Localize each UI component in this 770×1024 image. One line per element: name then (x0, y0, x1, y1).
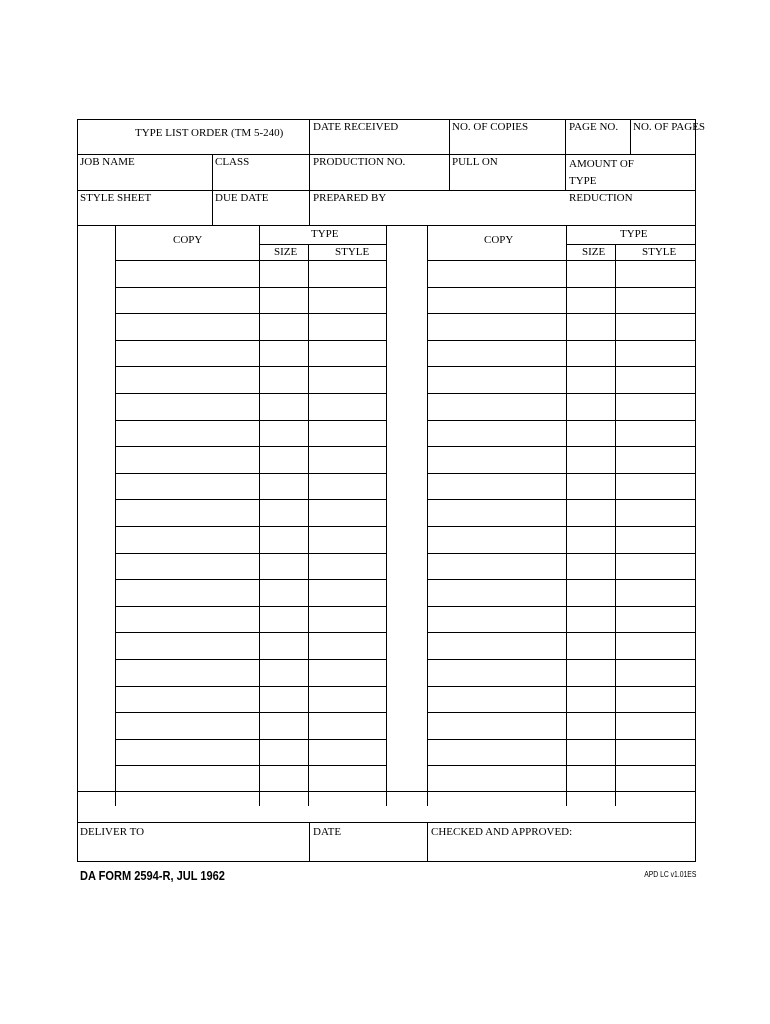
left-style-cell[interactable] (308, 526, 386, 553)
field-production-no[interactable] (309, 154, 449, 190)
right-style-cell[interactable] (615, 420, 696, 447)
left-size-cell[interactable] (259, 287, 308, 314)
right-size-header: SIZE (582, 246, 606, 258)
left-copy-cell[interactable] (115, 739, 259, 766)
right-style-cell[interactable] (615, 579, 696, 606)
left-style-cell[interactable] (308, 473, 386, 500)
right-style-cell[interactable] (615, 393, 696, 420)
right-style-cell[interactable] (615, 765, 696, 792)
due-date-label: DUE DATE (215, 192, 269, 204)
pull-on-label: PULL ON (452, 156, 498, 168)
left-size-header: SIZE (274, 246, 298, 258)
field-job-name[interactable] (77, 154, 212, 190)
right-size-cell[interactable] (566, 579, 615, 606)
left-copy-cell[interactable] (115, 313, 259, 340)
left-size-cell[interactable] (259, 473, 308, 500)
field-no-of-pages[interactable] (630, 119, 706, 154)
left-copy-cell[interactable] (115, 579, 259, 606)
right-type-subheader-line (566, 244, 696, 245)
type-list-order-title: TYPE LIST ORDER (TM 5-240) (135, 127, 284, 139)
right-style-cell[interactable] (615, 659, 696, 686)
right-copy-cell[interactable] (427, 526, 566, 553)
right-copy-cell[interactable] (427, 366, 566, 393)
left-size-cell[interactable] (259, 765, 308, 792)
right-size-cell[interactable] (566, 712, 615, 739)
right-size-cell[interactable] (566, 446, 615, 473)
right-size-cell[interactable] (566, 632, 615, 659)
left-copy-cell[interactable] (115, 526, 259, 553)
field-prepared-by[interactable] (309, 190, 696, 225)
right-copy-cell[interactable] (427, 340, 566, 367)
right-style-cell[interactable] (615, 473, 696, 500)
right-style-cell[interactable] (615, 712, 696, 739)
left-copy-cell[interactable] (115, 340, 259, 367)
right-copy-cell[interactable] (427, 260, 566, 287)
left-copy-cell[interactable] (115, 473, 259, 500)
left-copy-cell[interactable] (115, 420, 259, 447)
right-style-cell[interactable] (615, 553, 696, 580)
field-due-date[interactable] (212, 190, 309, 225)
right-type-header: TYPE (620, 228, 648, 240)
left-style-cell[interactable] (308, 260, 386, 287)
field-style-sheet[interactable] (77, 190, 212, 225)
right-size-cell[interactable] (566, 499, 615, 526)
page-no-label: PAGE NO. (569, 121, 619, 133)
deliver-to-label: DELIVER TO (80, 826, 145, 838)
field-deliver-to[interactable] (77, 822, 309, 862)
left-size-cell[interactable] (259, 526, 308, 553)
left-copy-cell[interactable] (115, 366, 259, 393)
left-size-cell[interactable] (259, 579, 308, 606)
right-style-cell[interactable] (615, 632, 696, 659)
left-size-cell[interactable] (259, 499, 308, 526)
right-size-cell[interactable] (566, 606, 615, 633)
left-style-cell[interactable] (308, 446, 386, 473)
class-label: CLASS (215, 156, 250, 168)
left-copy-cell[interactable] (115, 659, 259, 686)
left-copy-cell[interactable] (115, 553, 259, 580)
date-label: DATE (313, 826, 342, 838)
job-name-label: JOB NAME (80, 156, 135, 168)
right-size-cell[interactable] (566, 765, 615, 792)
right-size-cell[interactable] (566, 287, 615, 314)
right-copy-cell[interactable] (427, 659, 566, 686)
left-style-cell[interactable] (308, 606, 386, 633)
field-amount-of-type-reduction[interactable] (565, 154, 696, 204)
field-page-no[interactable] (565, 119, 630, 154)
right-style-cell[interactable] (615, 287, 696, 314)
right-copy-cell[interactable] (427, 420, 566, 447)
right-size-cell[interactable] (566, 739, 615, 766)
field-no-of-copies[interactable] (449, 119, 565, 154)
left-style-header: STYLE (335, 246, 370, 258)
right-size-cell[interactable] (566, 526, 615, 553)
left-size-cell[interactable] (259, 366, 308, 393)
left-size-cell[interactable] (259, 393, 308, 420)
left-style-cell[interactable] (308, 553, 386, 580)
right-style-cell[interactable] (615, 606, 696, 633)
right-style-cell[interactable] (615, 739, 696, 766)
left-size-cell[interactable] (259, 739, 308, 766)
left-style-cell[interactable] (308, 420, 386, 447)
left-copy-cell[interactable] (115, 446, 259, 473)
left-style-cell[interactable] (308, 686, 386, 713)
right-style-cell[interactable] (615, 260, 696, 287)
right-copy-cell[interactable] (427, 313, 566, 340)
left-style-cell[interactable] (308, 499, 386, 526)
right-size-cell[interactable] (566, 553, 615, 580)
right-copy-cell[interactable] (427, 553, 566, 580)
right-copy-cell[interactable] (427, 579, 566, 606)
right-copy-cell[interactable] (427, 499, 566, 526)
left-size-cell[interactable] (259, 659, 308, 686)
left-style-cell[interactable] (308, 579, 386, 606)
left-copy-cell[interactable] (115, 765, 259, 792)
left-size-cell[interactable] (259, 632, 308, 659)
right-copy-cell[interactable] (427, 446, 566, 473)
left-size-cell[interactable] (259, 420, 308, 447)
left-style-cell[interactable] (308, 366, 386, 393)
left-copy-cell[interactable] (115, 712, 259, 739)
right-size-cell[interactable] (566, 340, 615, 367)
style-sheet-label: STYLE SHEET (80, 192, 152, 204)
production-no-label: PRODUCTION NO. (313, 156, 406, 168)
left-size-cell[interactable] (259, 686, 308, 713)
date-received-label: DATE RECEIVED (313, 121, 399, 133)
left-style-cell[interactable] (308, 340, 386, 367)
left-size-cell[interactable] (259, 712, 308, 739)
left-style-cell[interactable] (308, 739, 386, 766)
right-copy-cell[interactable] (427, 739, 566, 766)
left-copy-cell[interactable] (115, 260, 259, 287)
left-size-cell[interactable] (259, 553, 308, 580)
field-date-received[interactable] (309, 119, 449, 154)
left-style-cell[interactable] (308, 632, 386, 659)
field-pull-on[interactable] (449, 154, 565, 190)
right-style-cell[interactable] (615, 526, 696, 553)
left-copy-cell[interactable] (115, 499, 259, 526)
form-identifier: DA FORM 2594-R, JUL 1962 (80, 868, 225, 883)
right-size-cell[interactable] (566, 393, 615, 420)
left-style-cell[interactable] (308, 393, 386, 420)
left-style-cell[interactable] (308, 712, 386, 739)
left-copy-cell[interactable] (115, 686, 259, 713)
field-checked-and-approved[interactable] (427, 822, 696, 862)
field-date[interactable] (309, 822, 427, 862)
amount-of-type-reduction-label: AMOUNT OF TYPE REDUCTION (569, 158, 634, 204)
right-copy-cell[interactable] (427, 632, 566, 659)
right-style-cell[interactable] (615, 340, 696, 367)
right-style-header: STYLE (642, 246, 677, 258)
left-size-cell[interactable] (259, 446, 308, 473)
left-style-cell[interactable] (308, 659, 386, 686)
form-version: APD LC v1.01ES (643, 870, 696, 879)
right-style-cell[interactable] (615, 366, 696, 393)
left-copy-cell[interactable] (115, 606, 259, 633)
right-size-cell[interactable] (566, 686, 615, 713)
left-style-cell[interactable] (308, 765, 386, 792)
right-size-cell[interactable] (566, 473, 615, 500)
left-size-cell[interactable] (259, 340, 308, 367)
col-line-middle-a (386, 226, 387, 806)
type-list-table (77, 226, 696, 806)
right-copy-header: COPY (484, 234, 514, 246)
right-copy-cell[interactable] (427, 765, 566, 792)
right-copy-cell[interactable] (427, 473, 566, 500)
checked-and-approved-label: CHECKED AND APPROVED: (431, 826, 573, 838)
left-copy-header: COPY (173, 234, 203, 246)
left-type-subheader-line (259, 244, 386, 245)
right-style-cell[interactable] (615, 313, 696, 340)
left-type-header: TYPE (311, 228, 339, 240)
right-size-cell[interactable] (566, 260, 615, 287)
no-of-pages-label: NO. OF PAGES (633, 121, 706, 133)
right-size-cell[interactable] (566, 659, 615, 686)
right-style-cell[interactable] (615, 686, 696, 713)
right-style-cell[interactable] (615, 446, 696, 473)
blank-notes-band[interactable] (77, 791, 696, 822)
right-size-cell[interactable] (566, 313, 615, 340)
field-class[interactable] (212, 154, 309, 190)
right-copy-cell[interactable] (427, 393, 566, 420)
left-style-cell[interactable] (308, 287, 386, 314)
left-size-cell[interactable] (259, 606, 308, 633)
right-copy-cell[interactable] (427, 686, 566, 713)
right-size-cell[interactable] (566, 366, 615, 393)
left-copy-cell[interactable] (115, 393, 259, 420)
left-size-cell[interactable] (259, 260, 308, 287)
right-size-cell[interactable] (566, 420, 615, 447)
left-copy-cell[interactable] (115, 632, 259, 659)
no-of-copies-label: NO. OF COPIES (452, 121, 529, 133)
left-copy-cell[interactable] (115, 287, 259, 314)
right-copy-cell[interactable] (427, 287, 566, 314)
right-copy-cell[interactable] (427, 606, 566, 633)
right-copy-cell[interactable] (427, 712, 566, 739)
left-size-cell[interactable] (259, 313, 308, 340)
left-style-cell[interactable] (308, 313, 386, 340)
right-style-cell[interactable] (615, 499, 696, 526)
type-list-order-form (77, 119, 706, 862)
field-type-list-order[interactable] (77, 119, 309, 154)
prepared-by-label: PREPARED BY (313, 192, 387, 204)
